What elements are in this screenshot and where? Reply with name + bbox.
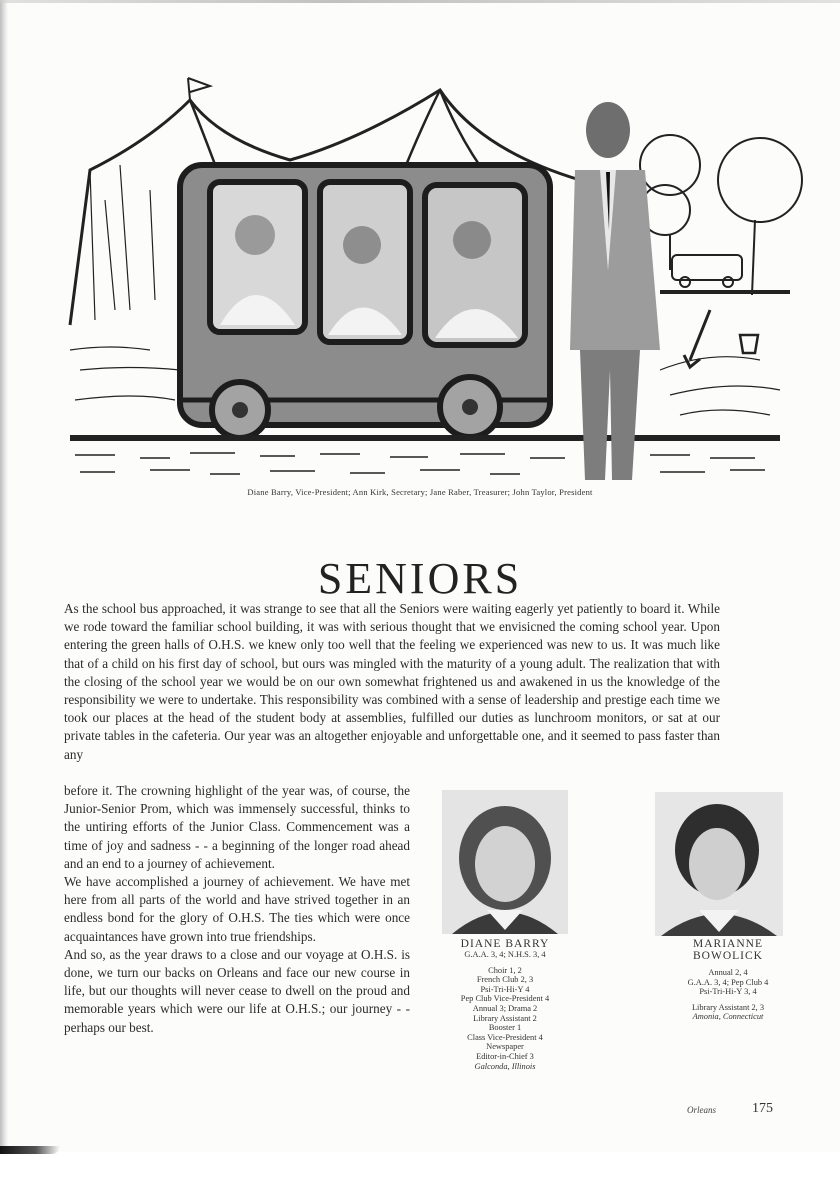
senior-portrait-diane-barry [442,790,568,934]
activity: Psi-Tri-Hi-Y 3, 4 [699,987,757,997]
page-title: SENIORS [317,554,523,604]
senior-bio-diane-barry [430,938,580,1072]
senior-name: DIANE BARRY [460,938,550,950]
senior-bio-marianne-bowolick [648,938,808,1022]
page-corner-shadow [0,1146,60,1154]
activity: Pep Club Vice-President 4 [460,994,550,1004]
senior-portrait-marianne-bowolick [655,792,783,936]
paragraph-prom: before it. The crowning highlight of the year was, of course, the Junior-Senior Prom, which was immensely successful, thinks to the untiring efforts of the Junior Class. Commencement was a time of joy and sadness - - a beginning of the longer road ahead and an end to a journey of achievement. [64,783,410,871]
activity: Annual 2, 4 [708,968,748,977]
intro-text [64,600,720,764]
class-president-figure [570,102,660,480]
publication-name: Orleans [687,1105,716,1115]
class-officers-illustration [60,70,810,480]
senior-name-first: MARIANNE [693,938,763,950]
activity: Class Vice-President 4 [467,1032,543,1042]
senior-name-last: BOWOLICK [693,950,763,962]
paragraph-achievement: We have accomplished a journey of achievement. We have met here from all parts of the world and have strived together in an endless bond for the glory of O.H.S. The ties which were once acquaintances have grown into true friendships. [64,874,410,944]
senior-hometown: Galconda, Illinois [474,1061,536,1071]
activity: Annual 3; Drama 2 [472,1003,538,1013]
bus-drawing [180,165,550,438]
paragraph-closing: And so, as the year draws to a close and our voyage at O.H.S. is done, we turn our backs on Orleans and face our new course in life, but our thoughts will never cease to dwell on the proud and memorable years which were our life at O.H.S.; our journey - - perhaps our best. [64,946,410,1035]
activity: Editor-in-Chief 3 [476,1051,534,1061]
trees-drawing [640,135,802,367]
senior-hometown: Amonia, Connecticut [692,1012,764,1022]
activity: French Club 2, 3 [476,975,534,985]
photo-caption: Diane Barry, Vice-President; Ann Kirk, Secretary; Jane Raber, Treasurer; John Taylor, President [247,487,593,497]
activity: G.A.A. 3, 4; N.H.S. 3, 4 [464,950,546,959]
intro-paragraph: As the school bus approached, it was strange to see that all the Seniors were waiting eagerly yet patiently to board it. While we rode toward the familiar school building, it was with serious thought that we envisicned the coming school year. Upon entering the green halls of O.H.S. we knew only too well that the feeling we experienced was new to us. It was much like that of a child on his first day of school, but ours was mingled with the maturity of a young adult. The realization that with the closing of the school year we would be on our own somewhat frightened us and awakened in us the knowledge of the responsibility we were to undertake. This responsibility was combined with a sense of leadership and prestige each time we took our places at the head of the student body at assemblies, fulfilled our duties as lunchroom monitors, or sat at our private tables in the cafeteria. Our year was an altogether enjoyable and unforgettable one, and it seemed to pass faster than any [64,601,720,762]
activity: Library Assistant 2 [473,1013,537,1023]
activity: Choir 1, 2 [488,965,522,975]
activity: Psi-Tri-Hi-Y 4 [480,984,530,994]
activity: Library Assistant 2, 3 [691,1002,765,1012]
column-text [64,782,410,1037]
activity: Newspaper [486,1042,524,1052]
page-number: 175 [752,1101,773,1116]
activity: G.A.A. 3, 4; Pep Club 4 [687,977,769,987]
activity: Booster 1 [488,1023,522,1033]
page-top-edge [0,0,840,3]
